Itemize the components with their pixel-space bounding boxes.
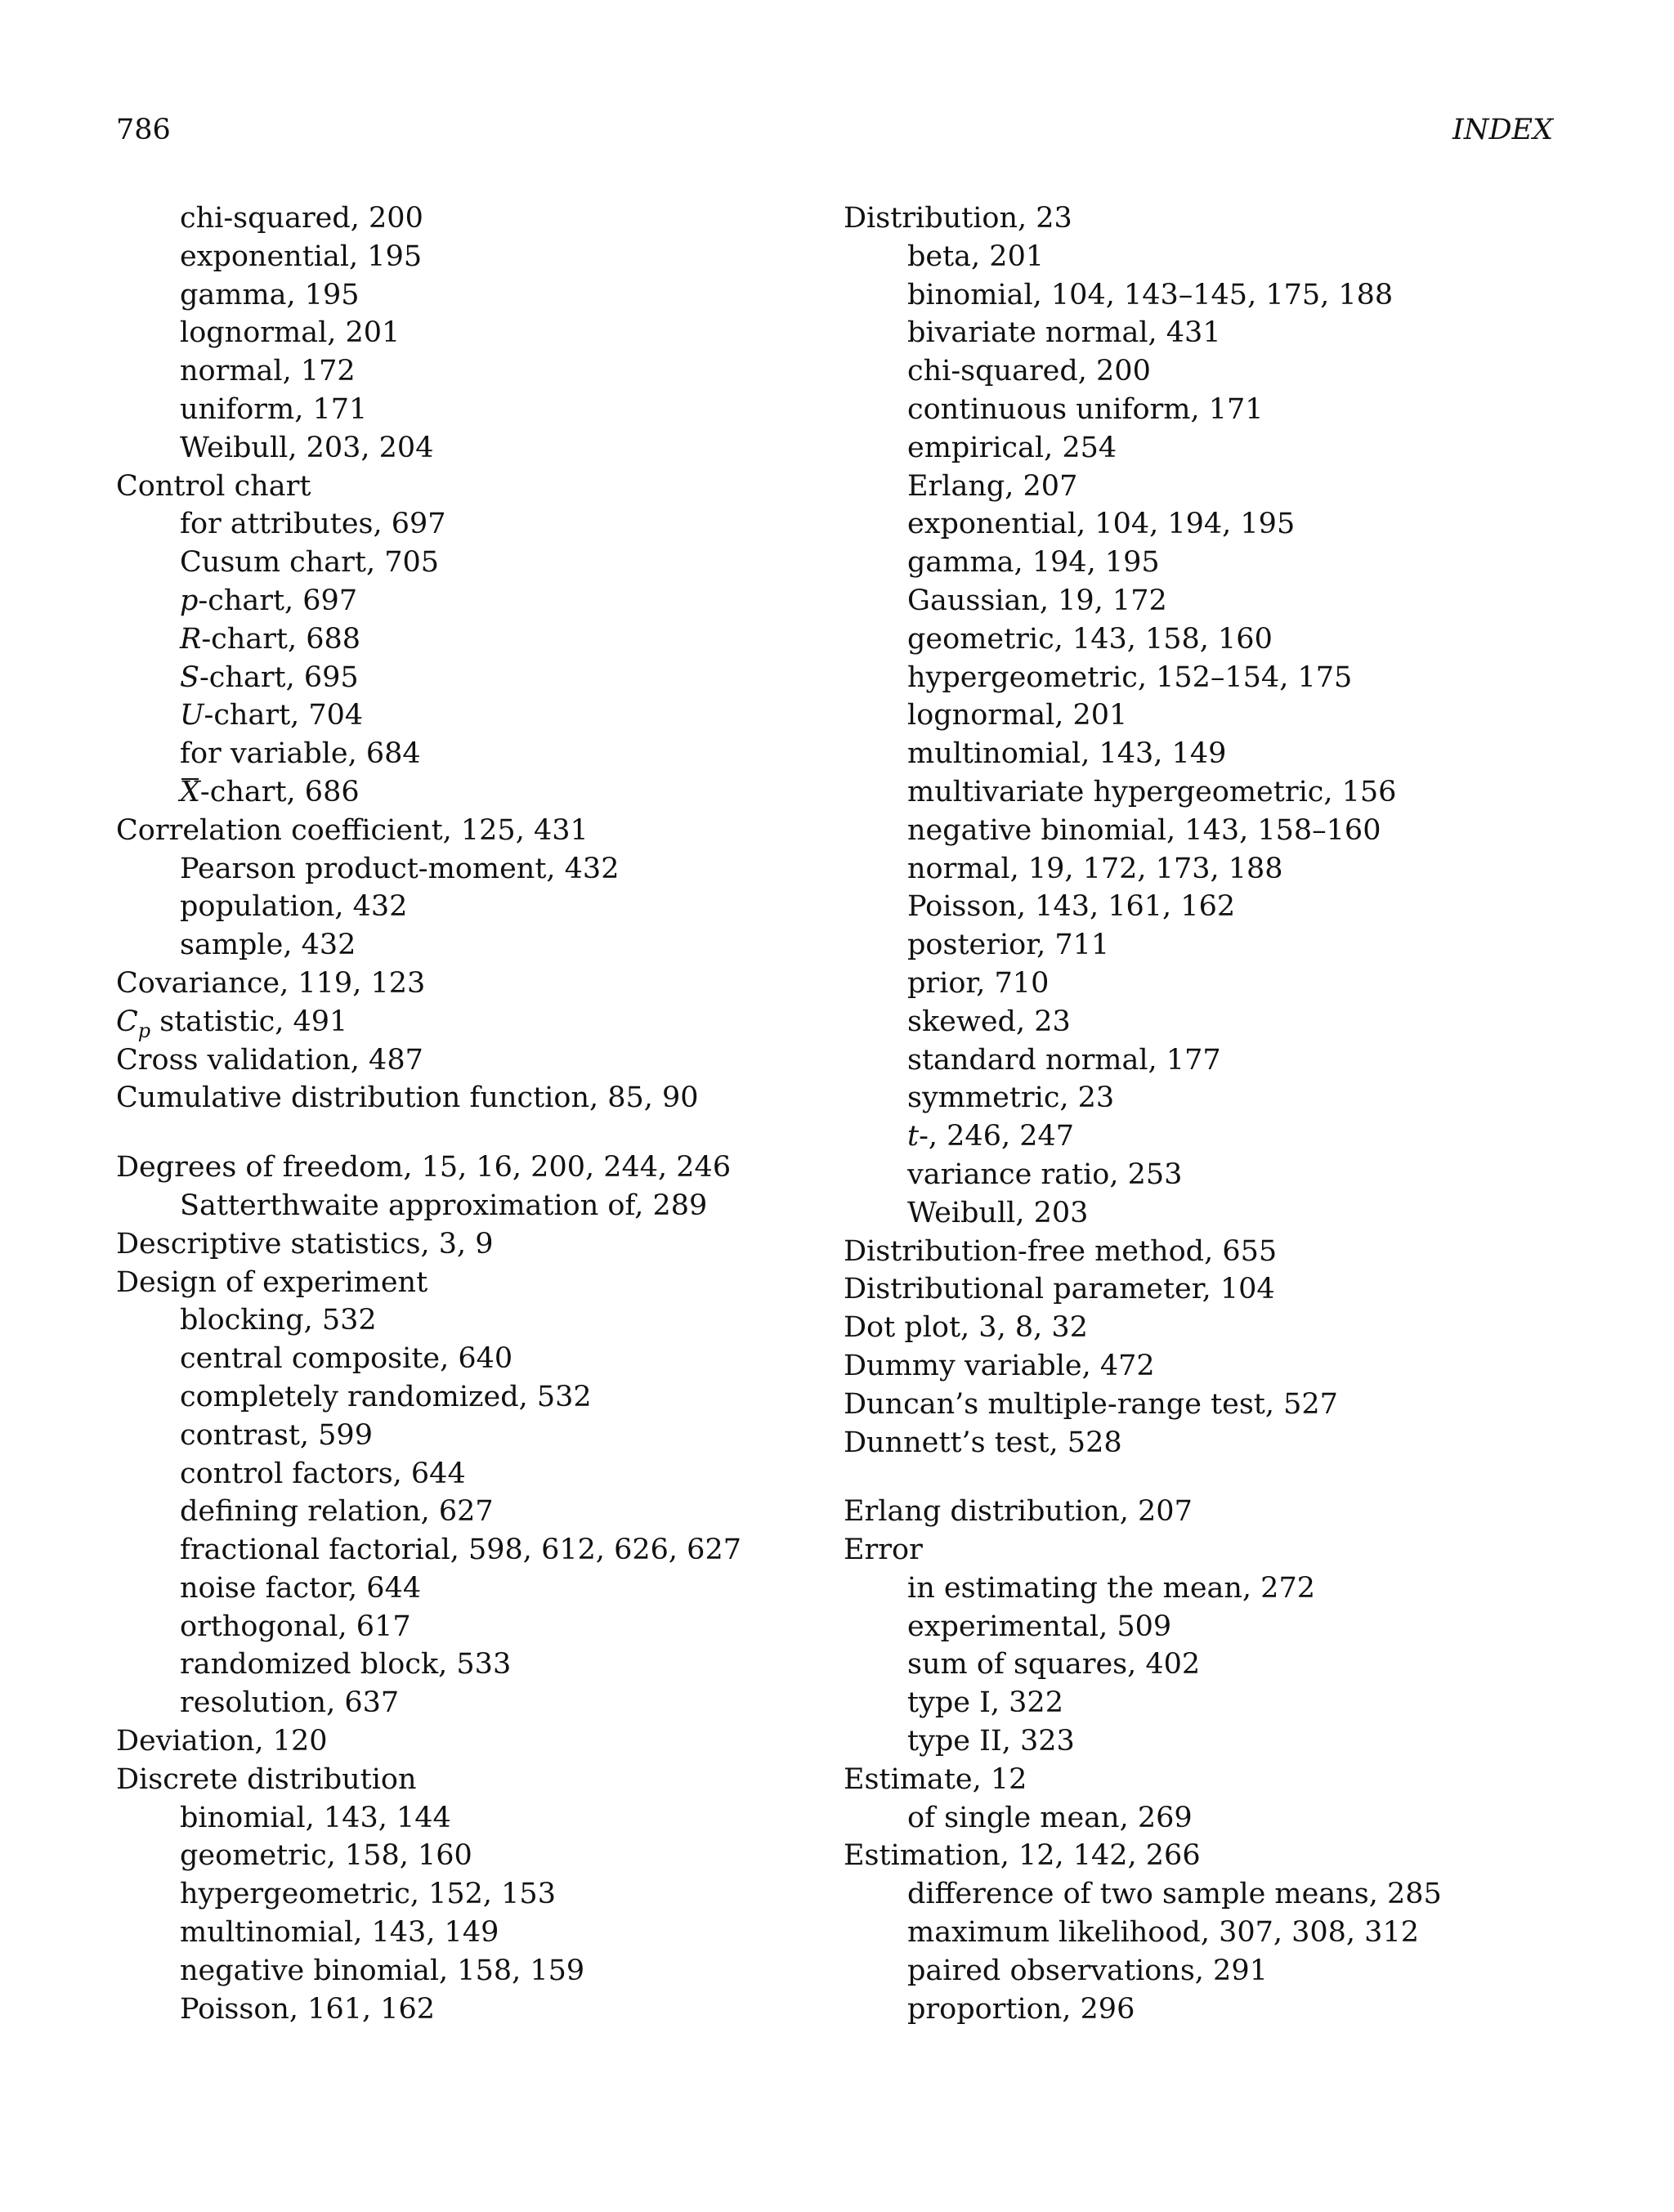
index-subentry — [844, 1117, 1563, 1156]
index-entry — [116, 1079, 819, 1117]
index-subentry — [116, 1569, 819, 1608]
entry-text: normal, 172 — [180, 355, 356, 388]
index-subentry — [844, 391, 1563, 429]
index-entry — [844, 1270, 1563, 1309]
index-entry — [844, 199, 1563, 238]
index-subentry — [116, 1340, 819, 1378]
index-subentry — [116, 582, 819, 620]
entry-text: fractional factorial, 598, 612, 626, 627 — [180, 1534, 741, 1567]
index-subentry — [844, 850, 1563, 889]
entry-text: Poisson, 161, 162 — [180, 1992, 436, 2026]
index-subentry — [844, 1079, 1563, 1117]
entry-text: Dunnett’s test, 528 — [844, 1426, 1122, 1459]
index-entry — [844, 1837, 1563, 1875]
index-subentry — [116, 773, 819, 812]
entry-text: gamma, 195 — [180, 278, 360, 311]
entry-text: Descriptive statistics, 3, 9 — [116, 1227, 494, 1260]
entry-text: chi-squared, 200 — [907, 355, 1151, 388]
index-subentry — [116, 850, 819, 889]
entry-text: sum of squares, 402 — [907, 1648, 1201, 1681]
entry-text: Distributional parameter, 104 — [844, 1273, 1275, 1306]
entry-text: orthogonal, 617 — [180, 1610, 411, 1643]
entry-text: normal, 19, 172, 173, 188 — [907, 852, 1283, 885]
index-column-left — [116, 199, 819, 2028]
entry-text: randomized block, 533 — [180, 1648, 512, 1681]
entry-text: blocking, 532 — [180, 1304, 377, 1337]
entry-text: -chart, 695 — [199, 660, 359, 694]
index-subentry — [116, 505, 819, 544]
index-entry — [116, 1149, 819, 1187]
index-subentry — [116, 1417, 819, 1455]
index-subentry — [116, 1531, 819, 1569]
index-subentry — [844, 1041, 1563, 1080]
entry-text: exponential, 104, 194, 195 — [907, 508, 1296, 541]
index-entry — [116, 1722, 819, 1761]
math-symbol: S — [180, 660, 199, 694]
entry-text: uniform, 171 — [180, 392, 368, 426]
index-subentry — [844, 429, 1563, 468]
index-entry — [116, 1225, 819, 1264]
entry-text: geometric, 143, 158, 160 — [907, 622, 1273, 656]
entry-text: lognormal, 201 — [907, 699, 1128, 732]
entry-text: Satterthwaite approximation of, 289 — [180, 1189, 708, 1222]
page-number: 786 — [116, 114, 171, 146]
index-subentry — [844, 1569, 1563, 1608]
entry-text: Pearson product-moment, 432 — [180, 852, 620, 885]
entry-text: for variable, 684 — [180, 737, 421, 771]
entry-text: Poisson, 143, 161, 162 — [907, 890, 1236, 924]
entry-text: binomial, 143, 144 — [180, 1801, 451, 1834]
index-entry — [116, 1003, 819, 1041]
entry-text: Dummy variable, 472 — [844, 1349, 1155, 1382]
index-entry — [844, 1309, 1563, 1347]
entry-text: noise factor, 644 — [180, 1571, 422, 1605]
entry-text: control factors, 644 — [180, 1457, 466, 1490]
entry-text: multivariate hypergeometric, 156 — [907, 775, 1397, 808]
index-subentry — [116, 1646, 819, 1684]
entry-text: beta, 201 — [907, 240, 1045, 273]
entry-text: binomial, 104, 143–145, 175, 188 — [907, 278, 1394, 311]
entry-text: Duncan’s multiple-range test, 527 — [844, 1387, 1338, 1421]
index-subentry — [116, 735, 819, 773]
index-subentry — [116, 276, 819, 315]
entry-text: Discrete distribution — [116, 1762, 417, 1796]
index-entry — [844, 1761, 1563, 1799]
entry-text: multinomial, 143, 149 — [907, 737, 1227, 771]
entry-text: Estimate, 12 — [844, 1762, 1027, 1796]
entry-text: resolution, 637 — [180, 1686, 400, 1720]
entry-text: chi-squared, 200 — [180, 202, 423, 235]
entry-text: multinomial, 143, 149 — [180, 1916, 499, 1950]
index-subentry — [844, 888, 1563, 926]
entry-text: Distribution-free method, 655 — [844, 1234, 1278, 1268]
entry-text: type II, 323 — [907, 1725, 1075, 1758]
entry-text: Cusum chart, 705 — [180, 546, 439, 580]
entry-text: Covariance, 119, 123 — [116, 966, 426, 1000]
entry-text: gamma, 194, 195 — [907, 546, 1160, 580]
index-subentry — [116, 352, 819, 391]
entry-text: difference of two sample means, 285 — [907, 1878, 1442, 1911]
index-subentry — [116, 620, 819, 659]
index-subentry — [844, 544, 1563, 582]
index-subentry — [844, 1952, 1563, 1990]
entry-text: population, 432 — [180, 890, 408, 924]
index-subentry — [116, 659, 819, 697]
index-entry — [844, 1347, 1563, 1386]
index-subentry — [116, 1187, 819, 1225]
index-subentry — [116, 1837, 819, 1875]
entry-text: posterior, 711 — [907, 929, 1110, 962]
entry-text: variance ratio, 253 — [907, 1157, 1183, 1191]
index-subentry — [844, 238, 1563, 276]
index-column-right — [844, 199, 1563, 2028]
entry-text: Erlang distribution, 207 — [844, 1495, 1193, 1529]
entry-text: paired observations, 291 — [907, 1954, 1268, 1987]
entry-text: hypergeometric, 152–154, 175 — [907, 660, 1353, 694]
index-subentry — [116, 391, 819, 429]
index-subentry — [844, 276, 1563, 315]
math-symbol-xbar: X — [180, 773, 200, 812]
entry-text: hypergeometric, 152, 153 — [180, 1878, 556, 1911]
entry-text: lognormal, 201 — [180, 316, 401, 350]
letter-group-gap — [844, 1462, 1563, 1493]
entry-text: sample, 432 — [180, 929, 356, 962]
entry-text: standard normal, 177 — [907, 1043, 1221, 1077]
entry-text: -, 246, 247 — [919, 1120, 1075, 1153]
index-subentry — [844, 696, 1563, 735]
index-entry — [844, 1493, 1563, 1531]
entry-text: Weibull, 203 — [907, 1196, 1089, 1229]
index-subentry — [844, 1156, 1563, 1194]
math-symbol: R — [180, 622, 202, 656]
entry-text: Error — [844, 1534, 923, 1567]
entry-text: of single mean, 269 — [907, 1801, 1193, 1834]
index-subentry — [116, 199, 819, 238]
index-subentry — [844, 620, 1563, 659]
entry-text: empirical, 254 — [907, 431, 1117, 464]
entry-text: Dot plot, 3, 8, 32 — [844, 1311, 1088, 1345]
index-subentry — [844, 1990, 1563, 2029]
index-subentry — [116, 238, 819, 276]
index-subentry — [844, 1722, 1563, 1761]
index-entry — [116, 1761, 819, 1799]
entry-text: experimental, 509 — [907, 1610, 1172, 1643]
entry-text: proportion, 296 — [907, 1992, 1135, 2026]
entry-text: maximum likelihood, 307, 308, 312 — [907, 1916, 1419, 1950]
entry-text: -chart, 688 — [201, 622, 361, 656]
entry-text: -chart, 704 — [204, 699, 364, 732]
index-entry — [844, 1531, 1563, 1569]
entry-text: Correlation coefficient, 125, 431 — [116, 813, 589, 847]
entry-text: contrast, 599 — [180, 1418, 373, 1452]
index-subentry — [116, 1799, 819, 1838]
math-symbol: C — [116, 1005, 138, 1038]
index-entry — [116, 812, 819, 850]
index-subentry — [844, 926, 1563, 965]
index-entry — [116, 468, 819, 506]
entry-text: statistic, 491 — [150, 1005, 348, 1038]
entry-text: Weibull, 203, 204 — [180, 431, 434, 464]
entry-text: symmetric, 23 — [907, 1081, 1115, 1115]
index-subentry — [844, 468, 1563, 506]
index-entry — [844, 1386, 1563, 1424]
entry-text: in estimating the mean, 272 — [907, 1571, 1315, 1605]
index-subentry — [116, 1493, 819, 1531]
index-entry — [116, 965, 819, 1003]
index-subentry — [116, 1914, 819, 1952]
math-symbol: U — [180, 699, 204, 732]
index-subentry — [844, 1684, 1563, 1722]
index-subentry — [116, 1378, 819, 1417]
entry-text: defining relation, 627 — [180, 1495, 494, 1529]
index-subentry — [844, 1194, 1563, 1233]
index-entry — [844, 1424, 1563, 1462]
letter-group-gap — [116, 1117, 819, 1149]
entry-text: Deviation, 120 — [116, 1725, 328, 1758]
math-symbol: t — [907, 1120, 920, 1153]
entry-text: -chart, 686 — [199, 775, 360, 808]
index-subentry — [844, 773, 1563, 812]
index-subentry — [116, 888, 819, 926]
index-subentry — [844, 582, 1563, 620]
index-subentry — [116, 926, 819, 965]
index-subentry — [116, 1301, 819, 1340]
index-subentry — [844, 352, 1563, 391]
entry-text: Estimation, 12, 142, 266 — [844, 1839, 1201, 1873]
entry-text: for attributes, 697 — [180, 508, 446, 541]
index-subentry — [116, 696, 819, 735]
index-subentry — [116, 1608, 819, 1646]
index-subentry — [116, 1990, 819, 2029]
index-subentry — [844, 505, 1563, 544]
entry-text: Cumulative distribution function, 85, 90 — [116, 1081, 699, 1115]
index-subentry — [116, 544, 819, 582]
entry-text: Erlang, 207 — [907, 469, 1078, 503]
index-subentry — [844, 1608, 1563, 1646]
index-subentry — [844, 812, 1563, 850]
index-entry — [116, 1264, 819, 1302]
index-subentry — [116, 429, 819, 468]
entry-text: completely randomized, 532 — [180, 1380, 592, 1413]
entry-text: Control chart — [116, 469, 311, 503]
entry-text: continuous uniform, 171 — [907, 392, 1264, 426]
running-head: INDEX — [1452, 114, 1553, 146]
index-subentry — [844, 1003, 1563, 1041]
entry-text: geometric, 158, 160 — [180, 1839, 472, 1873]
entry-text: Design of experiment — [116, 1265, 428, 1299]
entry-text: -chart, 697 — [198, 584, 358, 617]
index-subentry — [116, 314, 819, 352]
index-subentry — [844, 659, 1563, 697]
index-subentry — [844, 1799, 1563, 1838]
index-subentry — [844, 1914, 1563, 1952]
index-subentry — [116, 1455, 819, 1493]
math-subscript: p — [137, 1019, 151, 1042]
index-subentry — [116, 1952, 819, 1990]
entry-text: Cross validation, 487 — [116, 1043, 423, 1077]
index-subentry — [844, 1875, 1563, 1914]
entry-text: skewed, 23 — [907, 1005, 1071, 1038]
index-entry — [116, 1041, 819, 1080]
entry-text: Degrees of freedom, 15, 16, 200, 244, 246 — [116, 1151, 732, 1184]
index-subentry — [116, 1684, 819, 1722]
entry-text: exponential, 195 — [180, 240, 423, 273]
index-subentry — [844, 735, 1563, 773]
index-subentry — [844, 1646, 1563, 1684]
index-entry — [844, 1233, 1563, 1271]
entry-text: Distribution, 23 — [844, 202, 1072, 235]
index-subentry — [844, 965, 1563, 1003]
index-subentry — [116, 1875, 819, 1914]
entry-text: type I, 322 — [907, 1686, 1063, 1720]
entry-text: Gaussian, 19, 172 — [907, 584, 1167, 617]
entry-text: negative binomial, 143, 158–160 — [907, 813, 1381, 847]
entry-text: negative binomial, 158, 159 — [180, 1954, 585, 1987]
math-symbol: p — [180, 584, 199, 617]
entry-text: prior, 710 — [907, 966, 1050, 1000]
index-subentry — [844, 314, 1563, 352]
entry-text: bivariate normal, 431 — [907, 316, 1221, 350]
entry-text: central composite, 640 — [180, 1342, 513, 1376]
